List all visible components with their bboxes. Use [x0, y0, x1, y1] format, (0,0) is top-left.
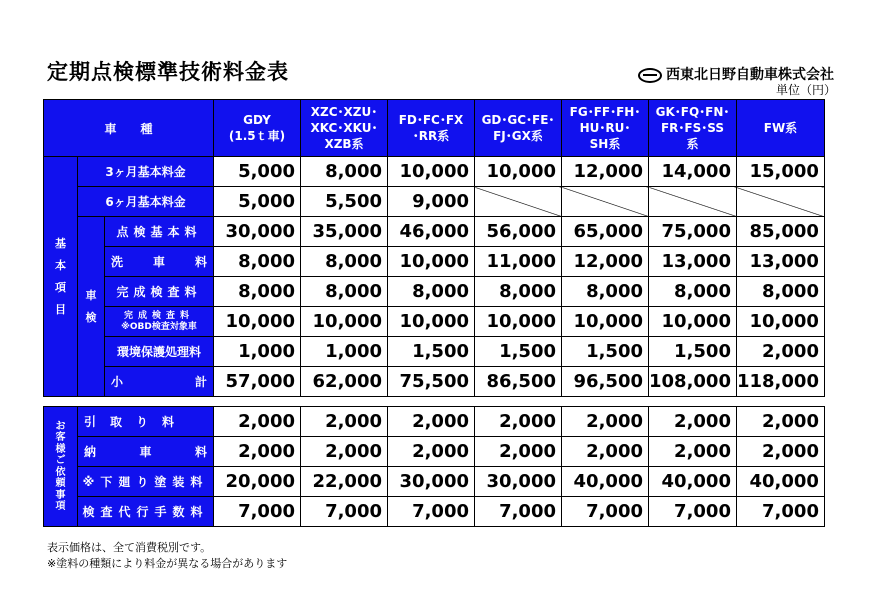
column-header: FW系 [736, 100, 824, 157]
table-cell: 8,000 [736, 277, 824, 307]
table-cell: 22,000 [301, 467, 388, 497]
table-cell: 57,000 [214, 367, 301, 397]
table-cell: 40,000 [562, 467, 649, 497]
table-cell: 30,000 [388, 467, 475, 497]
table-cell: 2,000 [475, 407, 562, 437]
row-label [78, 437, 214, 467]
table-cell: 30,000 [214, 217, 301, 247]
requests-group-label: お客様ご依頼事項 [44, 407, 78, 527]
table-cell: 10,000 [736, 307, 824, 337]
table-row [44, 437, 825, 467]
table-cell: 10,000 [475, 157, 562, 187]
table-cell: 8,000 [301, 247, 388, 277]
table-cell: 2,000 [214, 437, 301, 467]
table-cell: 8,000 [214, 277, 301, 307]
row-label-spaced [105, 253, 213, 270]
row-label: 引取り料 [78, 407, 214, 437]
table-cell: 13,000 [736, 247, 824, 277]
column-header: FG･FF･FH･ HU･RU･ SH系 [562, 100, 649, 157]
table-cell: 8,000 [388, 277, 475, 307]
table-cell: 40,000 [736, 467, 824, 497]
table-cell: 35,000 [301, 217, 388, 247]
row-label: 点検基本料 [105, 217, 214, 247]
table-cell: 7,000 [736, 497, 824, 527]
table-cell: 46,000 [388, 217, 475, 247]
row-label-char: 料 [194, 255, 207, 269]
table-cell: 1,000 [301, 337, 388, 367]
table-cell: 14,000 [649, 157, 737, 187]
row-label: 完成検査料 [105, 277, 214, 307]
spacer-row [44, 397, 825, 407]
table-cell: 10,000 [301, 307, 388, 337]
column-header: FD･FC･FX ･RR系 [388, 100, 475, 157]
table-row [44, 337, 825, 367]
empty-cell [649, 187, 737, 217]
table-cell: 10,000 [388, 157, 475, 187]
table-cell: 2,000 [301, 407, 388, 437]
table-cell: 75,000 [649, 217, 737, 247]
footnote: 表示価格は、全て消費税別です。 [47, 541, 212, 554]
footnote: ※塗料の種類により料金が異なる場合があります [47, 557, 288, 570]
table-cell: 40,000 [649, 467, 737, 497]
basic-items-group-label: 基本項目 [44, 157, 78, 397]
table-cell: 62,000 [301, 367, 388, 397]
vehicle-type-header: 車 種 [44, 100, 214, 157]
table-cell: 8,000 [649, 277, 737, 307]
row-label-part: 料 [194, 445, 207, 459]
table-cell: 5,000 [214, 187, 301, 217]
table-cell: 8,000 [301, 157, 388, 187]
table-cell: 2,000 [475, 437, 562, 467]
table-cell: 85,000 [736, 217, 824, 247]
unit-label: 単位（円） [776, 83, 837, 97]
table-cell: 5,500 [301, 187, 388, 217]
table-cell: 9,000 [388, 187, 475, 217]
column-header: XZC･XZU･ XKC･XKU･ XZB系 [301, 100, 388, 157]
table-cell: 13,000 [649, 247, 737, 277]
table-cell: 12,000 [562, 157, 649, 187]
table-row [44, 497, 825, 527]
table-cell: 2,000 [649, 437, 737, 467]
table-cell: 86,500 [475, 367, 562, 397]
table-cell: 118,000 [736, 367, 824, 397]
table-cell: 65,000 [562, 217, 649, 247]
table-row [44, 247, 825, 277]
empty-cell [736, 187, 824, 217]
company-logo-icon [638, 68, 662, 83]
table-cell: 8,000 [301, 277, 388, 307]
table-cell: 7,000 [475, 497, 562, 527]
table-cell: 96,500 [562, 367, 649, 397]
table-cell: 10,000 [562, 307, 649, 337]
table-cell: 10,000 [214, 307, 301, 337]
row-label-line: ※OBD検査対象車 [121, 321, 197, 332]
row-label: ※下廻り塗装料 [78, 467, 214, 497]
table-cell: 2,000 [388, 407, 475, 437]
table-cell: 1,500 [388, 337, 475, 367]
empty-cell [562, 187, 649, 217]
table-row [44, 217, 825, 247]
table-cell: 1,500 [562, 337, 649, 367]
row-label: 3ヶ月基本料金 [78, 157, 214, 187]
empty-cell [475, 187, 562, 217]
column-header: GK･FQ･FN･ FR･FS･SS 系 [649, 100, 737, 157]
table-cell: 2,000 [562, 407, 649, 437]
row-label: 環境保護処理料 [105, 337, 214, 367]
table-cell: 2,000 [562, 437, 649, 467]
table-cell: 7,000 [562, 497, 649, 527]
table-row [44, 157, 825, 187]
table-cell: 7,000 [301, 497, 388, 527]
row-label: 検査代行手数料 [78, 497, 214, 527]
table-cell: 2,000 [388, 437, 475, 467]
table-cell: 10,000 [388, 307, 475, 337]
table-row [44, 407, 825, 437]
table-cell: 7,000 [388, 497, 475, 527]
table-cell: 56,000 [475, 217, 562, 247]
page-title: 定期点検標準技術料金表 [47, 60, 289, 84]
table-cell: 15,000 [736, 157, 824, 187]
table-cell: 10,000 [649, 307, 737, 337]
table-cell: 11,000 [475, 247, 562, 277]
row-label-part: 車 [139, 445, 152, 459]
table-cell: 10,000 [475, 307, 562, 337]
row-label-char: 洗 [111, 255, 124, 269]
table-row [44, 467, 825, 497]
table-cell: 1,500 [649, 337, 737, 367]
table-cell: 8,000 [562, 277, 649, 307]
table-cell: 2,000 [736, 437, 824, 467]
table-cell: 12,000 [562, 247, 649, 277]
row-label: 6ヶ月基本料金 [78, 187, 214, 217]
table-cell: 75,500 [388, 367, 475, 397]
row-label [105, 247, 214, 277]
table-cell: 20,000 [214, 467, 301, 497]
column-header: GD･GC･FE･ FJ･GX系 [475, 100, 562, 157]
header-row [44, 100, 825, 157]
table-cell: 2,000 [736, 337, 824, 367]
row-label-line: 完成検査料 [123, 310, 194, 321]
price-table [43, 99, 825, 527]
row-label-part: 計 [194, 375, 207, 389]
row-label-part: 小 [111, 375, 124, 389]
shaken-group-label: 車検 [78, 217, 105, 397]
table-row [44, 367, 825, 397]
table-cell: 2,000 [214, 407, 301, 437]
table-cell: 30,000 [475, 467, 562, 497]
table-cell: 5,000 [214, 157, 301, 187]
table-cell: 7,000 [214, 497, 301, 527]
table-cell: 8,000 [214, 247, 301, 277]
table-cell: 2,000 [649, 407, 737, 437]
table-cell: 1,500 [475, 337, 562, 367]
table-cell: 2,000 [736, 407, 824, 437]
row-label [105, 307, 214, 337]
table-row [44, 187, 825, 217]
row-label-part: 納 [84, 445, 97, 459]
column-header: GDY (1.5ｔ車) [214, 100, 301, 157]
table-cell: 7,000 [649, 497, 737, 527]
table-cell: 2,000 [301, 437, 388, 467]
table-cell: 10,000 [388, 247, 475, 277]
row-label-char: 車 [152, 255, 165, 269]
footnotes [47, 540, 287, 572]
company-name-text: 西東北日野自動車株式会社 [666, 67, 834, 83]
table-row [44, 307, 825, 337]
table-row [44, 277, 825, 307]
table-cell: 8,000 [475, 277, 562, 307]
table-cell: 108,000 [649, 367, 737, 397]
row-label [105, 367, 214, 397]
table-cell: 1,000 [214, 337, 301, 367]
